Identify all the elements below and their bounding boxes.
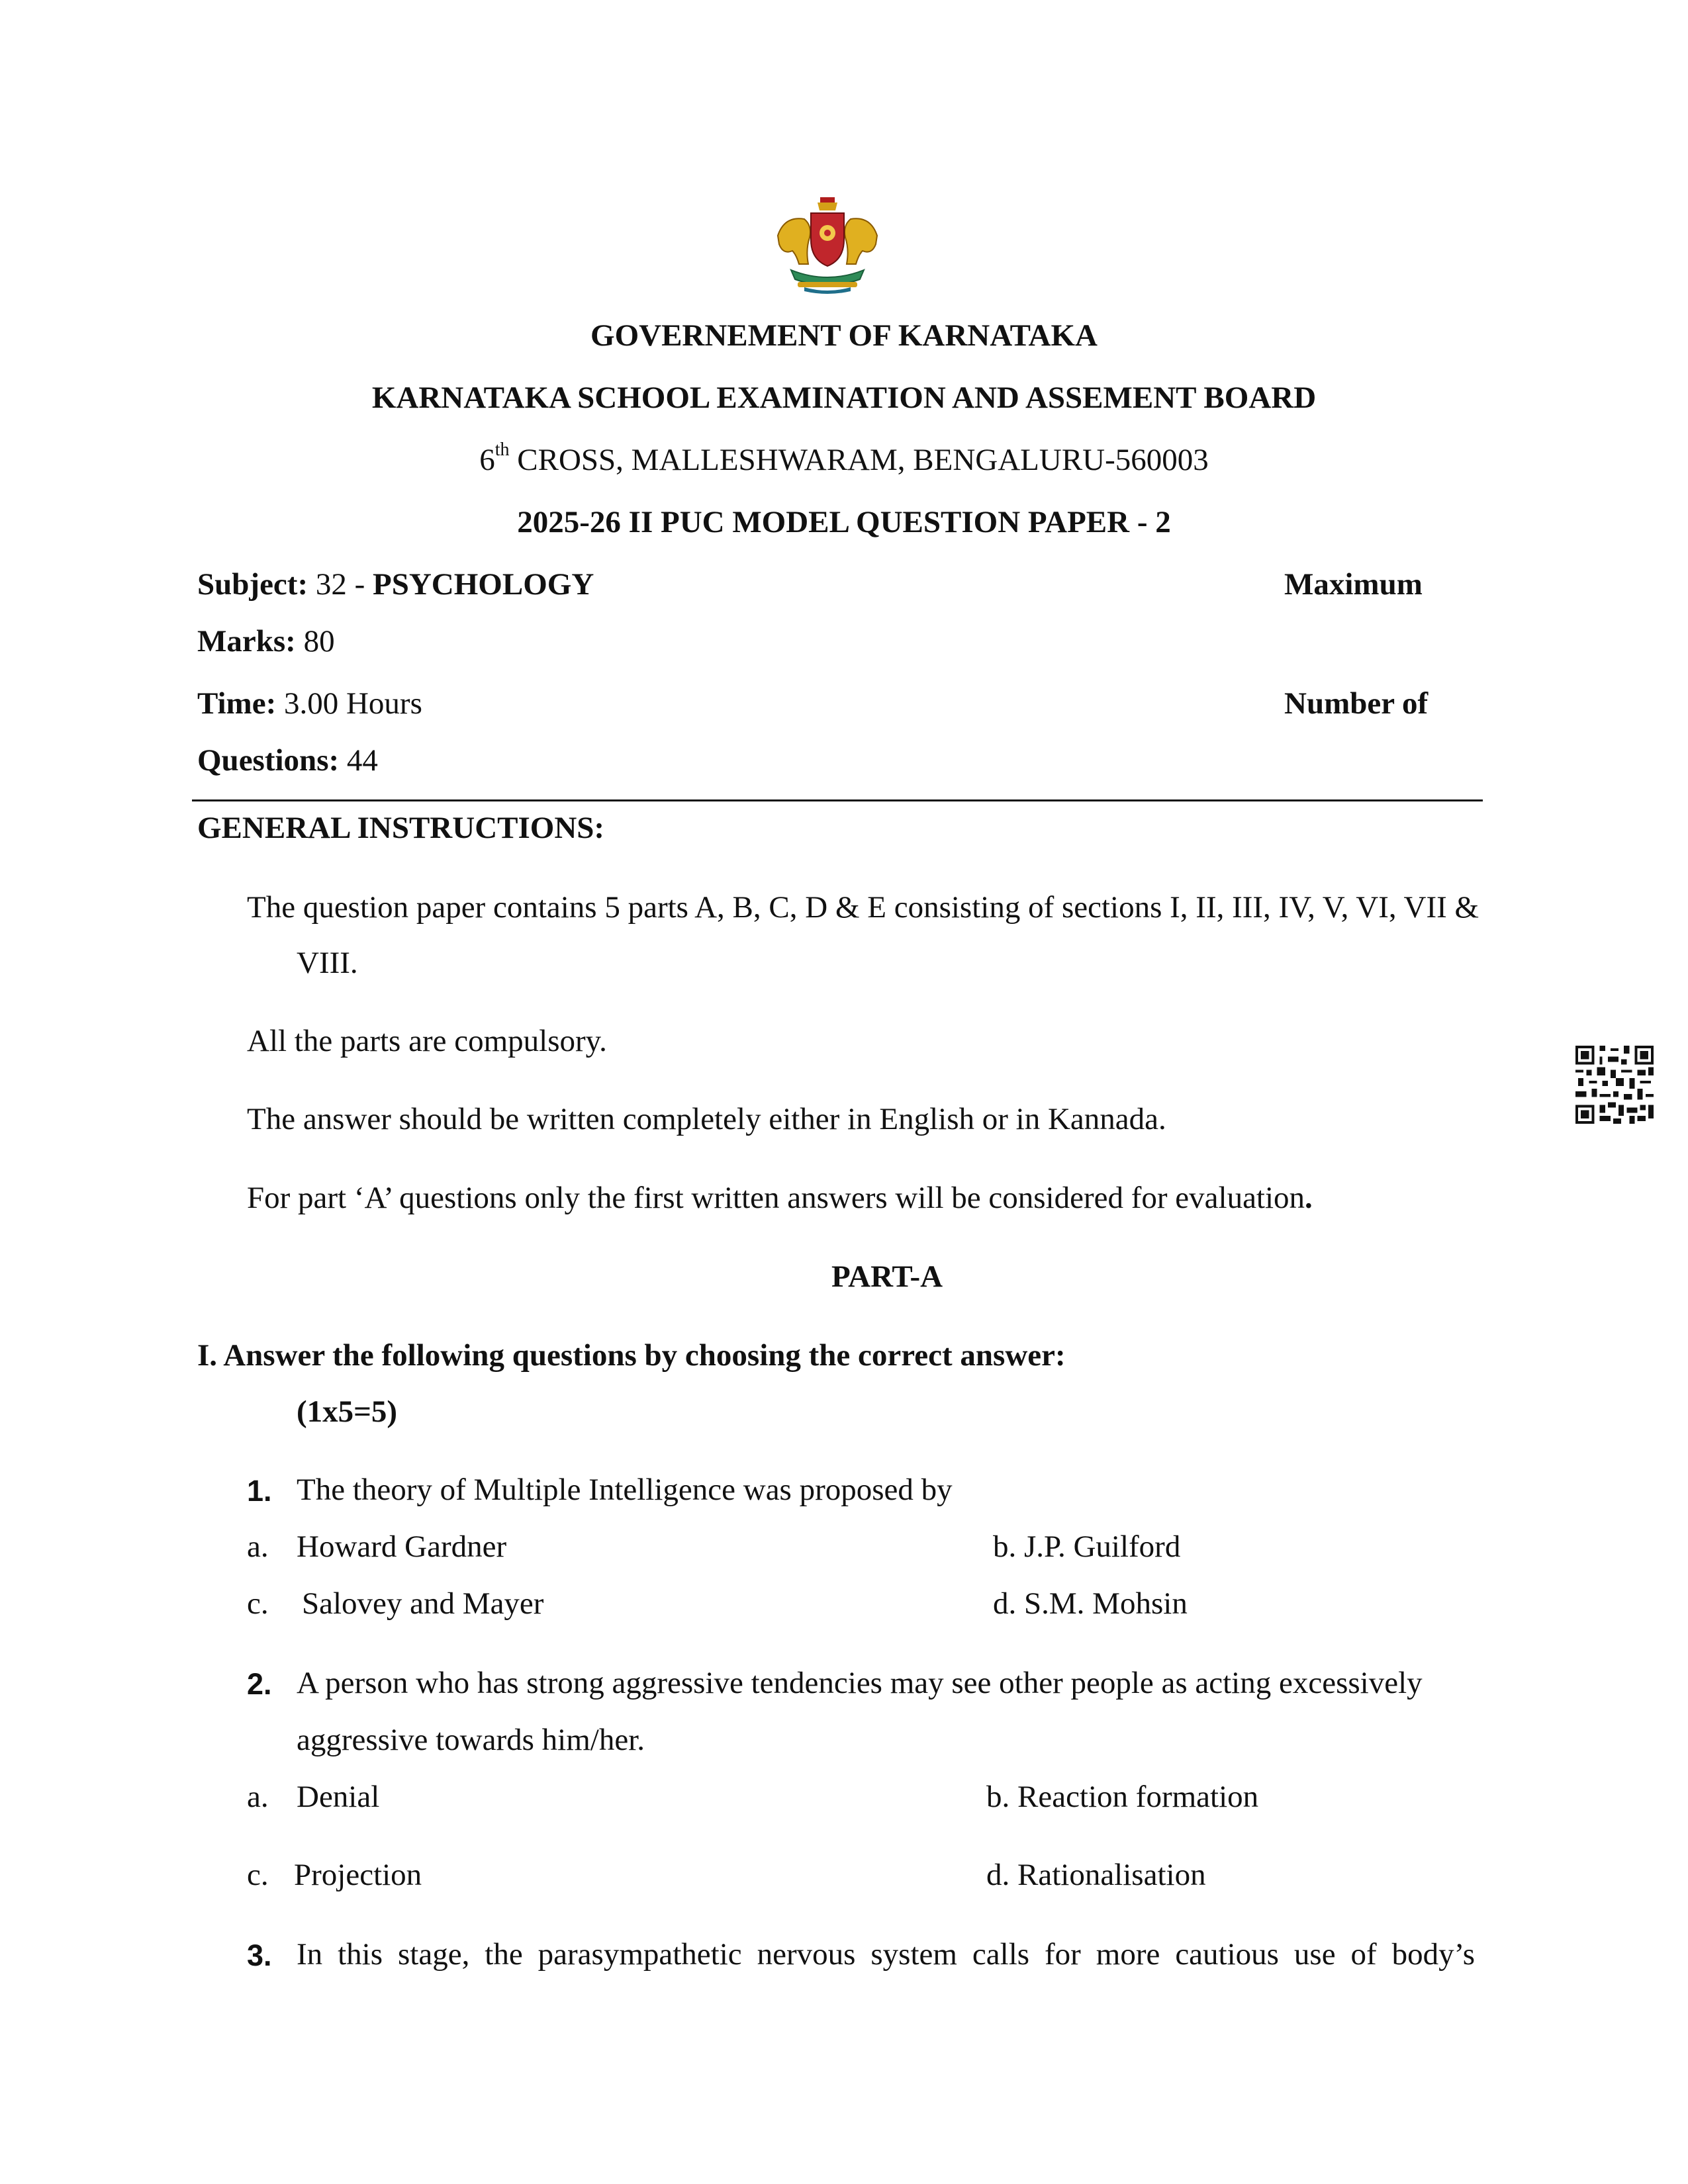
- address-ordinal: 6: [479, 443, 495, 477]
- questions-label: Questions:: [197, 743, 340, 778]
- option-label: c.: [247, 1858, 269, 1892]
- board-title: KARNATAKA SCHOOL EXAMINATION AND ASSEMENT BOARD: [371, 381, 1317, 415]
- part-a-title: PART-A: [831, 1259, 943, 1294]
- address-superscript: th: [494, 439, 510, 460]
- instruction-4-text: For part ‘A’ questions only the first written answers will be considered for evaluation: [247, 1181, 1305, 1215]
- government-title: GOVERNEMENT OF KARNATAKA: [590, 318, 1098, 353]
- option-label: c.: [247, 1586, 269, 1621]
- instruction-1: The question paper contains 5 parts A, B, C, D & E consisting of sections I, II, III, IV, V, VI, VII &: [247, 890, 1479, 925]
- instruction-4-period: .: [1305, 1181, 1313, 1215]
- option-b: b. Reaction formation: [986, 1780, 1259, 1814]
- option-c: Salovey and Mayer: [302, 1586, 544, 1621]
- option-b: b. J.P. Guilford: [993, 1529, 1181, 1564]
- subject-label: Subject:: [197, 567, 308, 602]
- question-text: In this stage, the parasympathetic nervous system calls for more cautious use of body’s: [297, 1937, 1475, 1972]
- option-label: a.: [247, 1529, 269, 1564]
- instruction-3: The answer should be written completely either in English or in Kannada.: [247, 1102, 1166, 1136]
- question-number: 1.: [247, 1474, 272, 1508]
- instruction-1-continued: VIII.: [297, 946, 358, 980]
- question-text-continued: aggressive towards him/her.: [297, 1723, 645, 1757]
- time-line: [197, 688, 422, 719]
- option-a: Howard Gardner: [297, 1529, 507, 1564]
- instruction-2: All the parts are compulsory.: [247, 1024, 607, 1058]
- instructions-heading: GENERAL INSTRUCTIONS:: [197, 811, 605, 845]
- qr-code: [1575, 1046, 1654, 1124]
- number-of-label: Number of: [1284, 686, 1429, 721]
- option-d: d. Rationalisation: [986, 1858, 1206, 1892]
- address: [0, 439, 1688, 477]
- karnataka-emblem: [771, 196, 884, 295]
- marks-label: Marks:: [197, 624, 296, 659]
- option-a: Denial: [297, 1780, 380, 1814]
- marks-line: [197, 626, 335, 657]
- question-number: 3.: [247, 1938, 272, 1972]
- option-d: d. S.M. Mohsin: [993, 1586, 1188, 1621]
- section-i-marks: (1x5=5): [297, 1394, 398, 1429]
- paper-title: 2025-26 II PUC MODEL QUESTION PAPER - 2: [517, 505, 1171, 539]
- subject-code: 32 -: [308, 567, 373, 602]
- subject-line: [197, 569, 594, 600]
- instruction-4: [247, 1183, 1313, 1214]
- questions-value: 44: [339, 743, 378, 778]
- question-number: 2.: [247, 1667, 272, 1701]
- question-text: The theory of Multiple Intelligence was proposed by: [297, 1473, 953, 1507]
- time-value: 3.00 Hours: [276, 686, 422, 721]
- address-rest: CROSS, MALLESHWARAM, BENGALURU-560003: [509, 443, 1209, 477]
- marks-value: 80: [295, 624, 335, 659]
- option-c: Projection: [294, 1858, 422, 1892]
- subject-name: PSYCHOLOGY: [373, 567, 594, 602]
- questions-line: [197, 745, 378, 776]
- header-divider: [192, 799, 1483, 801]
- time-label: Time:: [197, 686, 277, 721]
- option-label: a.: [247, 1780, 269, 1814]
- maximum-label: Maximum: [1284, 567, 1423, 602]
- section-i-heading: I. Answer the following questions by choosing the correct answer:: [197, 1338, 1066, 1373]
- question-text: A person who has strong aggressive tendencies may see other people as acting excessively: [297, 1666, 1423, 1700]
